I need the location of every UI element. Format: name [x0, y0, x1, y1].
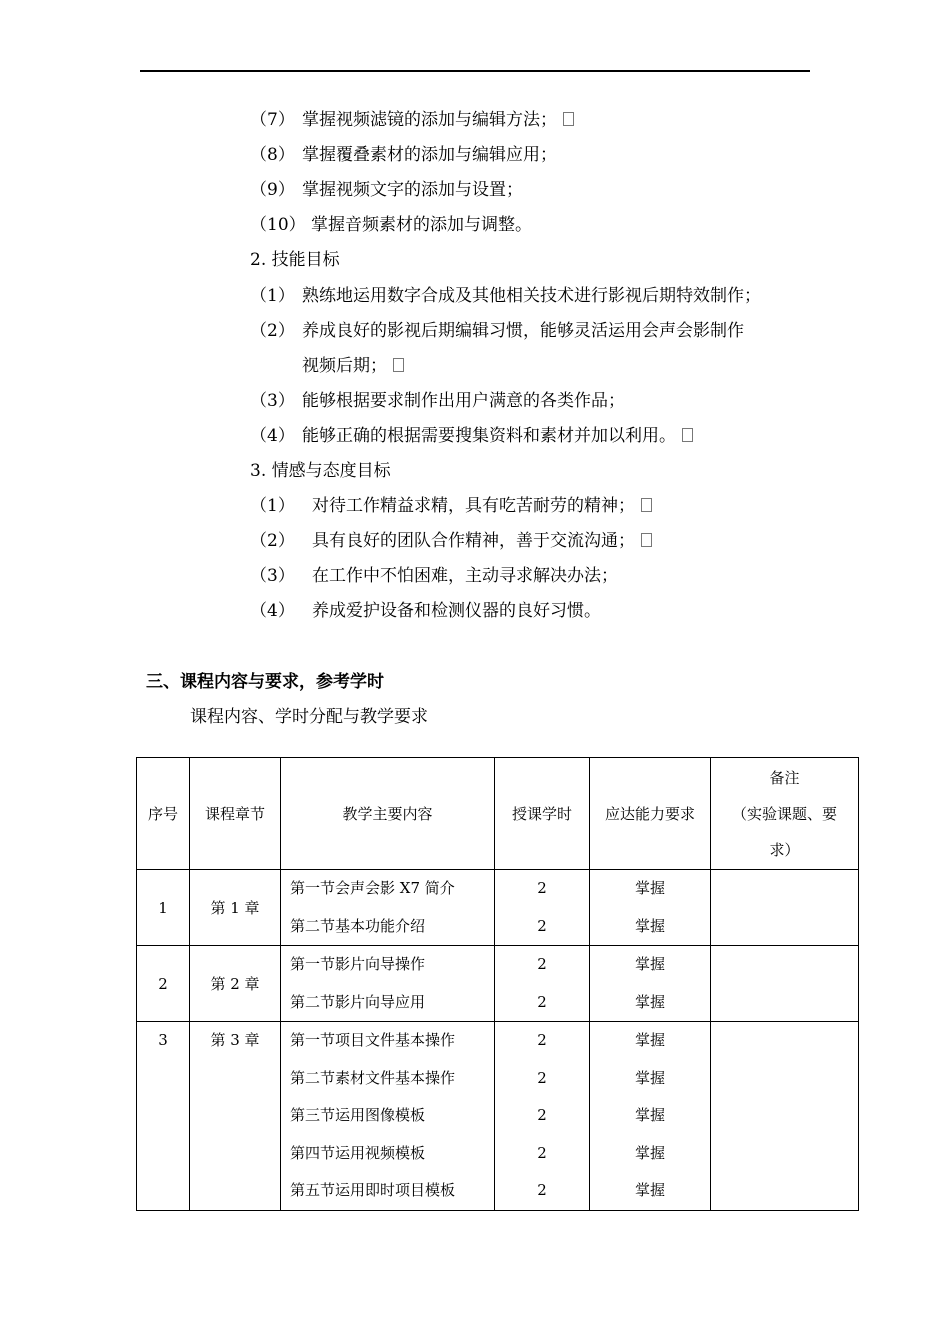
- ability-item: 掌握: [634, 1068, 665, 1087]
- cell-content: [281, 1022, 495, 1211]
- cell-content: [281, 946, 495, 1022]
- item-text: 掌握视频文字的添加与设置；: [302, 180, 523, 200]
- item-number: （7）: [250, 110, 295, 130]
- checkbox-glyph-icon: [641, 533, 652, 547]
- item-text: 具有良好的团队合作精神，善于交流沟通；: [312, 531, 635, 551]
- content-item: 第二节素材文件基本操作: [290, 1068, 456, 1087]
- hours-item: 2: [537, 1143, 547, 1162]
- item-text: 视频后期；: [302, 356, 387, 376]
- content-item: 第一节影片向导操作: [290, 955, 426, 973]
- ability-item: 掌握: [634, 1031, 665, 1049]
- attitude-item-1: [250, 494, 652, 518]
- header-seq: 序号: [137, 758, 190, 870]
- header-content: 教学主要内容: [281, 758, 495, 870]
- checkbox-glyph-icon: [641, 498, 652, 512]
- header-note: [711, 758, 859, 870]
- item-number: （2）: [250, 321, 295, 341]
- attitude-item-3: [250, 564, 618, 588]
- table-row: [137, 946, 859, 1022]
- cell-seq: 2: [137, 946, 190, 1022]
- knowledge-item-10: [250, 213, 532, 237]
- item-text: 掌握覆叠素材的添加与编辑应用；: [302, 145, 557, 165]
- item-text: 掌握视频滤镜的添加与编辑方法；: [302, 110, 557, 130]
- table-header-row: [137, 758, 859, 870]
- skill-item-2: [250, 319, 744, 343]
- hours-item: 2: [537, 1106, 547, 1124]
- header-rule: [140, 70, 810, 72]
- item-text: 养成良好的影视后期编辑习惯，能够灵活运用会声会影制作: [302, 321, 744, 341]
- cell-note: [711, 946, 859, 1022]
- content-item: 第一节会声会影 X7 简介: [290, 879, 455, 897]
- cell-chapter: [190, 1022, 281, 1211]
- cell-ability: [590, 1022, 711, 1211]
- checkbox-glyph-icon: [563, 112, 574, 126]
- content-item: 第二节基本功能介绍: [290, 916, 426, 935]
- attitude-item-2: [250, 529, 652, 553]
- chapter-value: 第 3 章: [210, 1031, 260, 1049]
- cell-note: [711, 1022, 859, 1211]
- table-row: [137, 1022, 859, 1211]
- cell-ability: [590, 946, 711, 1022]
- ability-item: 掌握: [634, 992, 665, 1011]
- ability-item: 掌握: [634, 955, 665, 973]
- knowledge-item-8: [250, 143, 557, 167]
- hours-item: 2: [537, 916, 547, 935]
- attitude-heading: 3. 情感与态度目标: [250, 461, 391, 481]
- content-item: 第三节运用图像模板: [290, 1106, 426, 1124]
- cell-chapter: 第 1 章: [190, 870, 281, 946]
- header-note-line3: 求）: [769, 840, 800, 859]
- cell-seq: [137, 1022, 190, 1211]
- item-text: 能够正确的根据需要搜集资料和素材并加以利用。: [302, 426, 676, 446]
- skill-item-4: [250, 424, 693, 448]
- item-number: （8）: [250, 145, 295, 165]
- hours-item: 2: [537, 1031, 547, 1049]
- item-text: 在工作中不怕困难，主动寻求解决办法；: [312, 566, 618, 586]
- header-chapter: 课程章节: [190, 758, 281, 870]
- skill-item-1: [250, 284, 761, 308]
- attitude-item-4: [250, 599, 601, 623]
- section-subtitle: 课程内容、学时分配与教学要求: [190, 707, 428, 727]
- section-title: 三、课程内容与要求，参考学时: [146, 672, 384, 692]
- cell-content: [281, 870, 495, 946]
- item-number: （1）: [250, 496, 295, 516]
- item-text: 对待工作精益求精，具有吃苦耐劳的精神；: [312, 496, 635, 516]
- cell-hours: [495, 946, 590, 1022]
- skill-heading: 2. 技能目标: [250, 250, 340, 270]
- hours-item: 2: [537, 1181, 547, 1199]
- ability-item: 掌握: [634, 1181, 665, 1199]
- skill-item-3: [250, 389, 625, 413]
- item-number: （3）: [250, 391, 295, 411]
- item-number: （9）: [250, 180, 295, 200]
- hours-item: 2: [537, 879, 547, 897]
- skill-item-2-continuation: [302, 354, 404, 378]
- hours-item: 2: [537, 992, 547, 1011]
- knowledge-item-9: [250, 178, 523, 202]
- header-hours: 授课学时: [495, 758, 590, 870]
- item-text: 能够根据要求制作出用户满意的各类作品；: [302, 391, 625, 411]
- ability-item: 掌握: [634, 1106, 665, 1124]
- seq-value: 3: [158, 1031, 168, 1049]
- item-number: （2）: [250, 531, 295, 551]
- header-note-line1: 备注: [769, 768, 800, 787]
- cell-seq: 1: [137, 870, 190, 946]
- knowledge-item-7: [250, 108, 574, 132]
- cell-hours: [495, 870, 590, 946]
- ability-item: 掌握: [634, 879, 665, 897]
- content-item: 第四节运用视频模板: [290, 1143, 426, 1162]
- hours-item: 2: [537, 955, 547, 973]
- header-note-line2: （实验课题、要: [731, 804, 837, 823]
- header-ability: 应达能力要求: [590, 758, 711, 870]
- hours-item: 2: [537, 1068, 547, 1087]
- cell-ability: [590, 870, 711, 946]
- course-schedule-table: [136, 757, 859, 1211]
- cell-hours: [495, 1022, 590, 1211]
- checkbox-glyph-icon: [682, 428, 693, 442]
- table-row: [137, 870, 859, 946]
- content-item: 第五节运用即时项目模板: [290, 1181, 456, 1199]
- item-text: 熟练地运用数字合成及其他相关技术进行影视后期特效制作；: [302, 286, 761, 306]
- item-number: （4）: [250, 601, 295, 621]
- cell-chapter: 第 2 章: [190, 946, 281, 1022]
- item-number: （1）: [250, 286, 295, 306]
- content-item: 第一节项目文件基本操作: [290, 1031, 456, 1049]
- item-text: 养成爱护设备和检测仪器的良好习惯。: [312, 601, 601, 621]
- ability-item: 掌握: [634, 916, 665, 935]
- cell-note: [711, 870, 859, 946]
- item-number: （4）: [250, 426, 295, 446]
- item-text: 掌握音频素材的添加与调整。: [311, 215, 532, 235]
- checkbox-glyph-icon: [393, 358, 404, 372]
- item-number: （10）: [250, 215, 306, 235]
- item-number: （3）: [250, 566, 295, 586]
- ability-item: 掌握: [634, 1143, 665, 1162]
- content-item: 第二节影片向导应用: [290, 992, 426, 1011]
